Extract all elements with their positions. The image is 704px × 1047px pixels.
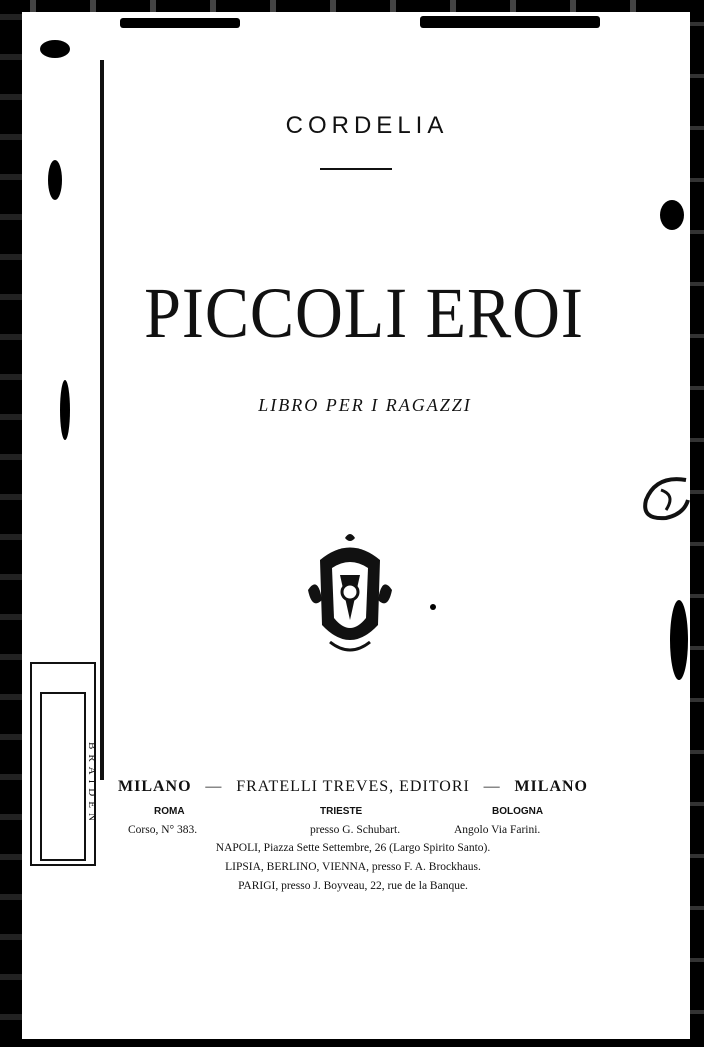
spine-label-text: BRAIDEN — [86, 742, 98, 826]
publisher-dash-right: — — [483, 778, 501, 795]
branch-roma: ROMA — [154, 806, 185, 817]
scan-edge-bottom — [0, 1039, 704, 1047]
scan-speckle — [48, 160, 62, 200]
agents-list — [118, 842, 588, 899]
publisher-city-left: MILANO — [118, 778, 192, 795]
scan-speckle — [120, 18, 240, 28]
publisher-name: FRATELLI TREVES, EDITORI — [236, 778, 470, 795]
scan-speckle — [40, 40, 70, 58]
roma-address: Corso, N° 383. — [128, 824, 198, 836]
spine-fold-line — [100, 60, 104, 780]
agent-line: LIPSIA, BERLINO, VIENNA, presso F. A. Brockhaus. — [225, 861, 481, 873]
trieste-address: presso G. Schubart. — [310, 824, 401, 836]
scan-speckle — [420, 16, 600, 28]
scan-speckle — [430, 604, 436, 610]
bologna-address: Angolo Via Farini. — [454, 824, 541, 836]
publisher-city-right: MILANO — [514, 778, 588, 795]
scan-edge-left — [0, 0, 22, 1047]
publisher-dash-left: — — [205, 778, 223, 795]
scan-speckle — [660, 200, 684, 230]
book-title: PICCOLI EROI — [144, 273, 584, 353]
publisher-emblem-icon — [300, 530, 400, 660]
author-name: CORDELIA — [285, 112, 449, 139]
scan-speckle — [670, 600, 688, 680]
book-subtitle: LIBRO PER I RAGAZZI — [258, 395, 472, 415]
handwritten-mark-icon — [636, 470, 692, 530]
agent-line: PARIGI, presso J. Boyveau, 22, rue de la Banque. — [238, 880, 468, 892]
scan-edge-top — [0, 0, 704, 12]
scan-edge-right — [690, 0, 704, 1047]
publisher-line — [118, 778, 588, 796]
branch-trieste: TRIESTE — [320, 806, 363, 817]
branch-bologna: BOLOGNA — [492, 806, 544, 817]
decorative-rule — [320, 168, 392, 170]
agent-line: NAPOLI, Piazza Sette Settembre, 26 (Largo Spirito Santo). — [215, 842, 491, 854]
